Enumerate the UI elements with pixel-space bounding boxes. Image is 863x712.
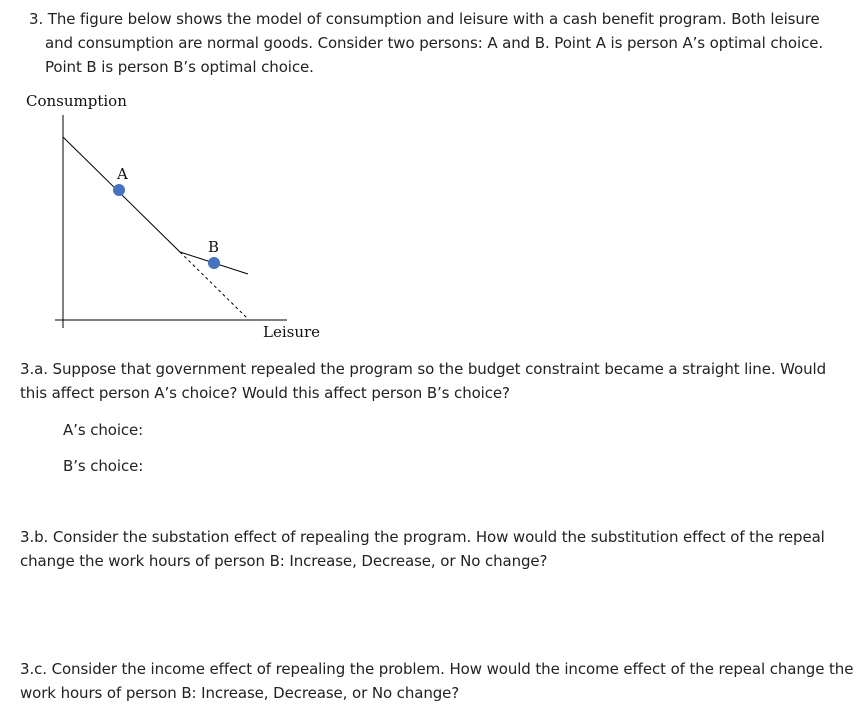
x-axis-label: Leisure <box>263 323 321 341</box>
point-a-label: A <box>117 165 128 183</box>
question-3b-text: 3.b. Consider the substation effect of repealing the program. How would the substitution effect of the repeal change the work hours of person B: Increase, Decrease, or No change? <box>20 528 825 570</box>
a-choice-label: A’s choice: <box>63 421 144 439</box>
b-choice-label: B’s choice: <box>63 457 144 475</box>
y-axis-label: Consumption <box>26 92 127 110</box>
question-3c-text: 3.c. Consider the income effect of repealing the problem. How would the income effect of the repeal change the work hours of person B: Increase, Decrease, or No change? <box>20 660 854 702</box>
point-a-marker <box>113 184 125 196</box>
question-3a-text: 3.a. Suppose that government repealed the program so the budget constraint became a straight line. Would this affect person A’s choice? Would this affect person B’s choice? <box>20 360 827 402</box>
budget-constraint-line <box>63 137 248 274</box>
point-b-marker <box>208 257 220 269</box>
question-3-text: 3. The figure below shows the model of consumption and leisure with a cash benefit program. Both leisure and consumption are normal goods. Consider two persons: A and B. Point A is person A’s optimal choice. Point B is person B’s optimal choice. <box>29 10 824 76</box>
point-b-label: B <box>208 238 220 256</box>
